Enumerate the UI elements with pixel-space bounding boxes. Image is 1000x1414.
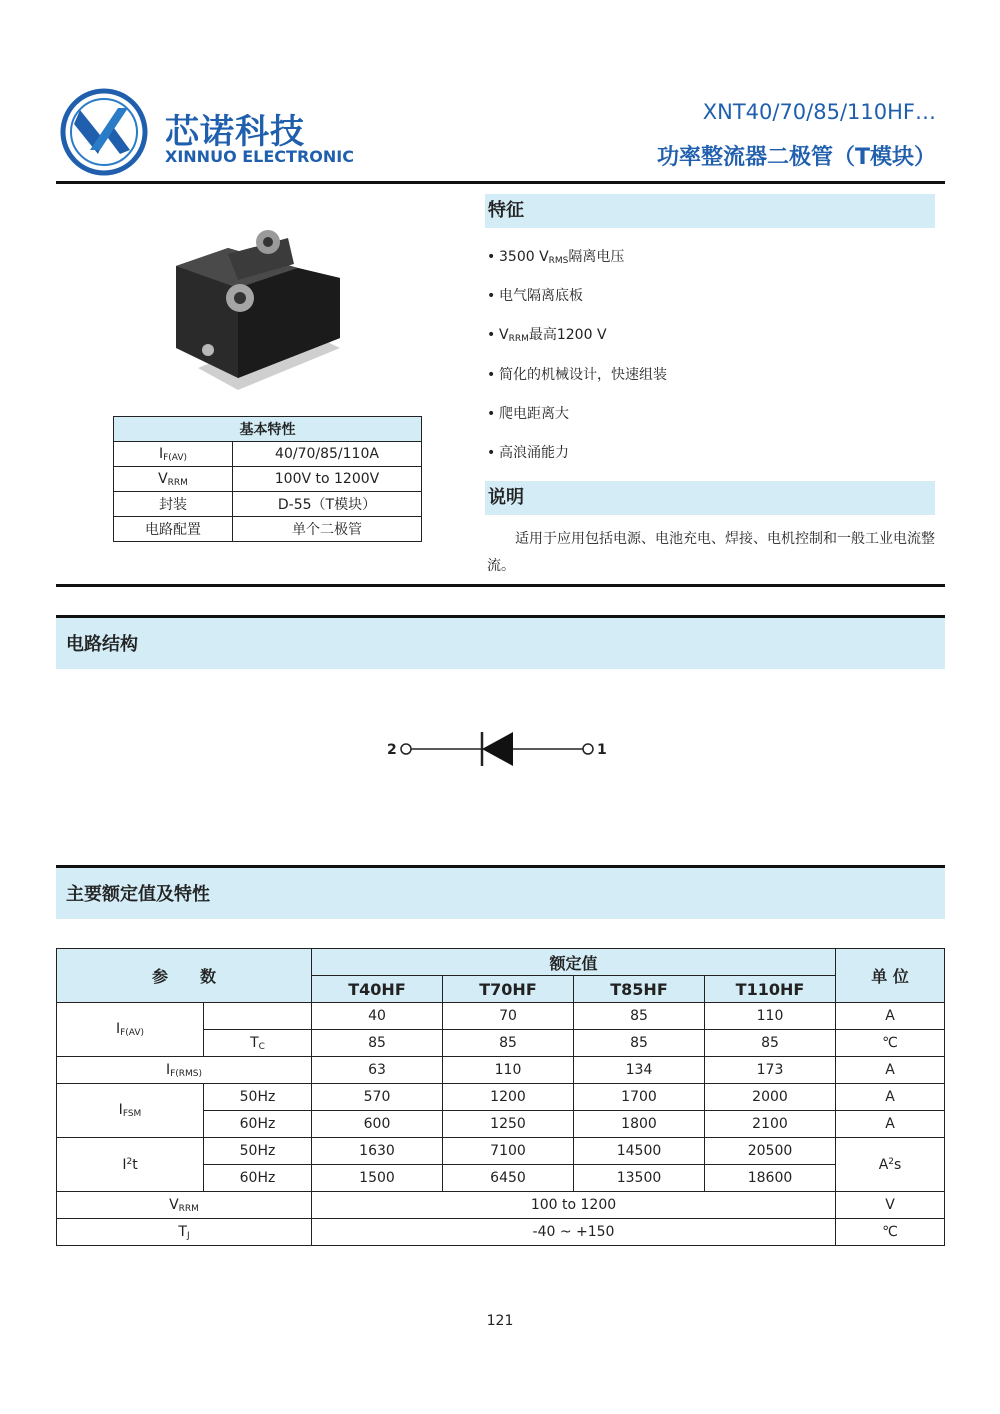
table-row: [114, 467, 422, 492]
diode-symbol: [385, 728, 615, 770]
ratings-table: [56, 948, 945, 1246]
param-header: 参 数: [57, 949, 312, 1003]
table-row: [57, 1084, 945, 1111]
list-item: • 爬电距离大: [487, 405, 569, 422]
basic-characteristics-table: [113, 416, 422, 542]
list-item: • $V_{RRM}$最高1200 V: [487, 327, 607, 345]
table-row: [57, 1057, 945, 1084]
symbol-tj: $T_J$: [57, 1219, 312, 1246]
value-cell: 1630: [312, 1138, 443, 1165]
model-t85hf: T85HF: [574, 976, 705, 1003]
condition-tc: $T_C$: [204, 1030, 312, 1057]
value-cell: 63: [312, 1057, 443, 1084]
value-cell: 85: [574, 1030, 705, 1057]
symbol-vrrm: $V_{RRM}$: [57, 1192, 312, 1219]
features-list: [487, 246, 667, 481]
rated-header: 额定值: [312, 949, 836, 976]
list-item: • 电气隔离底板: [487, 288, 583, 305]
value-cell: 6450: [443, 1165, 574, 1192]
basic-table-title: 基本特性: [114, 417, 422, 442]
features-heading: 特征: [485, 194, 935, 228]
section-rule: [56, 584, 945, 587]
document-subtitle: 功率整流器二极管（T模块）: [656, 145, 936, 170]
value-cell: 单个二极管: [233, 517, 422, 542]
brand-name-en: XINNUO ELECTRONIC: [165, 147, 354, 166]
value-cell: 7100: [443, 1138, 574, 1165]
label-cell: 封装: [114, 492, 233, 517]
symbol-ifsm: $I_{FSM}$: [57, 1084, 204, 1138]
value-cell: 85: [443, 1030, 574, 1057]
value-cell: 40/70/85/110A: [233, 442, 422, 467]
table-row: [114, 517, 422, 542]
value-cell: 100 to 1200: [312, 1192, 836, 1219]
unit-cell: ℃: [836, 1219, 945, 1246]
value-cell: 110: [705, 1003, 836, 1030]
value-cell: D-55（T模块）: [233, 492, 422, 517]
table-row: [114, 492, 422, 517]
condition-cell: 50Hz: [204, 1084, 312, 1111]
value-cell: 2100: [705, 1111, 836, 1138]
description-heading: 说明: [485, 481, 935, 515]
symbol-i2t: $I^2t$: [57, 1138, 204, 1192]
value-cell: -40 ~ +150: [312, 1219, 836, 1246]
product-photo: [168, 218, 340, 390]
condition-cell: 50Hz: [204, 1138, 312, 1165]
value-cell: 40: [312, 1003, 443, 1030]
symbol-cell: $V_{RRM}$: [114, 467, 233, 492]
pin-1-label: 1: [597, 742, 607, 758]
unit-cell: A: [836, 1057, 945, 1084]
value-cell: 1500: [312, 1165, 443, 1192]
table-row: [57, 1138, 945, 1165]
table-row: [57, 1219, 945, 1246]
label-cell: 电路配置: [114, 517, 233, 542]
ratings-heading: 主要额定值及特性: [56, 865, 945, 919]
company-logo: [60, 88, 148, 176]
description-text: 适用于应用包括电源、电池充电、焊接、电机控制和一般工业电流整流。: [487, 531, 935, 574]
model-t110hf: T110HF: [705, 976, 836, 1003]
value-cell: 14500: [574, 1138, 705, 1165]
value-cell: 85: [574, 1003, 705, 1030]
circuit-heading: 电路结构: [56, 615, 945, 669]
unit-cell: A: [836, 1003, 945, 1030]
pin-2-label: 2: [387, 742, 397, 758]
value-cell: 110: [443, 1057, 574, 1084]
value-cell: 570: [312, 1084, 443, 1111]
table-row: [57, 1192, 945, 1219]
model-t40hf: T40HF: [312, 976, 443, 1003]
table-row: [57, 1003, 945, 1030]
model-t70hf: T70HF: [443, 976, 574, 1003]
table-row: [114, 442, 422, 467]
unit-cell: A: [836, 1084, 945, 1111]
value-cell: 2000: [705, 1084, 836, 1111]
unit-cell: $A^2s$: [836, 1138, 945, 1192]
value-cell: 173: [705, 1057, 836, 1084]
value-cell: 85: [705, 1030, 836, 1057]
unit-cell: V: [836, 1192, 945, 1219]
value-cell: 70: [443, 1003, 574, 1030]
brand-name-cn: 芯诺科技: [165, 112, 305, 152]
value-cell: 600: [312, 1111, 443, 1138]
value-cell: 1800: [574, 1111, 705, 1138]
value-cell: 85: [312, 1030, 443, 1057]
unit-header: 单 位: [836, 949, 945, 1003]
value-cell: 1200: [443, 1084, 574, 1111]
list-item: • 高浪涌能力: [487, 444, 569, 461]
list-item: • 3500 $V_{RMS}$隔离电压: [487, 249, 625, 266]
unit-cell: ℃: [836, 1030, 945, 1057]
condition-cell: [204, 1003, 312, 1030]
list-item: • 简化的机械设计，快速组装: [487, 366, 667, 383]
value-cell: 13500: [574, 1165, 705, 1192]
value-cell: 18600: [705, 1165, 836, 1192]
symbol-ifav: $I_{F(AV)}$: [57, 1003, 204, 1057]
unit-cell: A: [836, 1111, 945, 1138]
condition-cell: 60Hz: [204, 1111, 312, 1138]
condition-cell: 60Hz: [204, 1165, 312, 1192]
header-rule: [56, 181, 945, 184]
symbol-ifrms: $I_{F(RMS)}$: [57, 1057, 312, 1084]
symbol-cell: $I_{F(AV)}$: [114, 442, 233, 467]
value-cell: 100V to 1200V: [233, 467, 422, 492]
value-cell: 20500: [705, 1138, 836, 1165]
page-number: 121: [486, 1313, 514, 1329]
model-number: XNT40/70/85/110HF…: [702, 100, 936, 124]
value-cell: 1250: [443, 1111, 574, 1138]
value-cell: 134: [574, 1057, 705, 1084]
value-cell: 1700: [574, 1084, 705, 1111]
